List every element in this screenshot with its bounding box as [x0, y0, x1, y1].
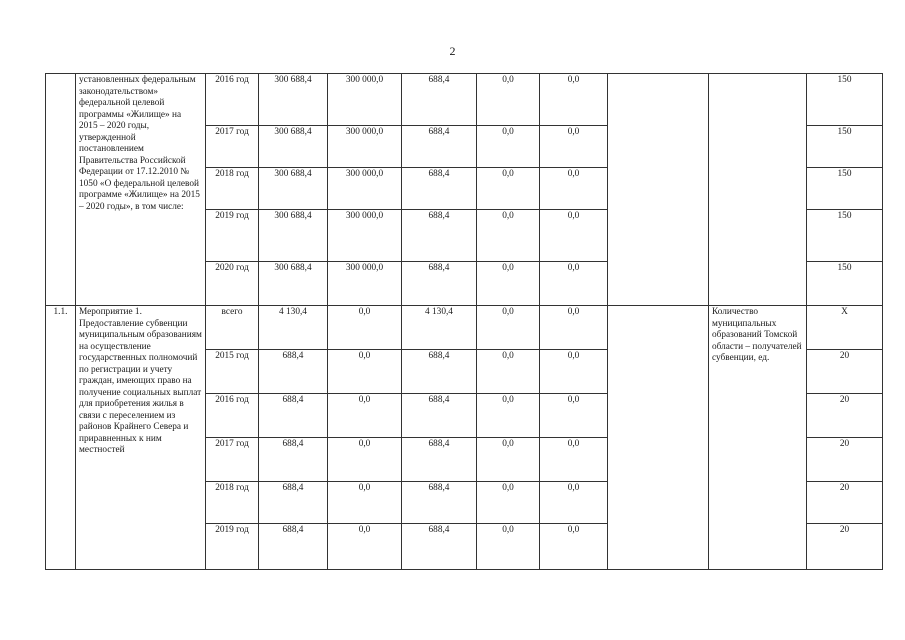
other-cell: 0,0	[540, 306, 608, 350]
executor-cell	[608, 74, 709, 306]
year-cell: 2016 год	[206, 394, 259, 438]
target-cell: 150	[807, 168, 883, 210]
target-cell: 20	[807, 394, 883, 438]
local-cell: 0,0	[477, 394, 540, 438]
total-cell: 300 688,4	[259, 168, 328, 210]
local-cell: 0,0	[477, 126, 540, 168]
regional-cell: 688,4	[402, 438, 477, 482]
other-cell: 0,0	[540, 168, 608, 210]
total-cell: 688,4	[259, 438, 328, 482]
other-cell: 0,0	[540, 74, 608, 126]
total-cell: 688,4	[259, 350, 328, 394]
page-number: 2	[449, 44, 456, 58]
local-cell: 0,0	[477, 482, 540, 524]
federal-cell: 0,0	[328, 350, 402, 394]
year-cell: 2016 год	[206, 74, 259, 126]
federal-cell: 0,0	[328, 438, 402, 482]
target-cell: 20	[807, 438, 883, 482]
other-cell: 0,0	[540, 394, 608, 438]
year-cell: 2018 год	[206, 168, 259, 210]
regional-cell: 688,4	[402, 394, 477, 438]
local-cell: 0,0	[477, 306, 540, 350]
federal-cell: 300 000,0	[328, 74, 402, 126]
indicator-cell	[709, 74, 807, 306]
local-cell: 0,0	[477, 438, 540, 482]
federal-cell: 300 000,0	[328, 210, 402, 262]
federal-cell: 300 000,0	[328, 262, 402, 306]
total-cell: 300 688,4	[259, 210, 328, 262]
local-cell: 0,0	[477, 168, 540, 210]
activity-description: установленных федеральным законодательством» федеральной целевой программы «Жилище» на 2015 – 2020 годы, утвержденной постановлением Правительства Российской Федерации от 17.12.2010 № 1050 «О федеральной целевой программе «Жилище» на 2015 – 2020 годы», в том числе:	[76, 74, 206, 306]
activity-description: Мероприятие 1. Предоставление субвенции муниципальным образованиям на осуществление государственных полномочий по регистрации и учету граждан, имеющих право на получение социальных выплат для приобретения жилья в связи с переселением из районов Крайнего Севера и приравненных к ним местностей	[76, 306, 206, 570]
target-cell: 150	[807, 74, 883, 126]
year-cell: 2015 год	[206, 350, 259, 394]
federal-cell: 0,0	[328, 524, 402, 570]
other-cell: 0,0	[540, 210, 608, 262]
year-cell: 2019 год	[206, 524, 259, 570]
local-cell: 0,0	[477, 74, 540, 126]
target-cell: Х	[807, 306, 883, 350]
row-number-cell: 1.1.	[46, 306, 76, 570]
target-cell: 150	[807, 262, 883, 306]
other-cell: 0,0	[540, 482, 608, 524]
total-cell: 688,4	[259, 394, 328, 438]
year-cell: 2020 год	[206, 262, 259, 306]
executor-cell	[608, 306, 709, 570]
federal-cell: 0,0	[328, 482, 402, 524]
year-cell: 2017 год	[206, 126, 259, 168]
other-cell: 0,0	[540, 438, 608, 482]
program-table	[45, 73, 883, 570]
other-cell: 0,0	[540, 262, 608, 306]
target-cell: 150	[807, 210, 883, 262]
year-cell: 2018 год	[206, 482, 259, 524]
total-cell: 688,4	[259, 482, 328, 524]
total-cell: 300 688,4	[259, 74, 328, 126]
other-cell: 0,0	[540, 524, 608, 570]
federal-cell: 300 000,0	[328, 126, 402, 168]
regional-cell: 688,4	[402, 210, 477, 262]
target-cell: 20	[807, 524, 883, 570]
target-cell: 20	[807, 482, 883, 524]
local-cell: 0,0	[477, 262, 540, 306]
local-cell: 0,0	[477, 524, 540, 570]
regional-cell: 688,4	[402, 350, 477, 394]
year-cell: 2019 год	[206, 210, 259, 262]
federal-cell: 0,0	[328, 394, 402, 438]
indicator-cell: Количество муниципальных образований Томской области – получателей субвенции, ед.	[709, 306, 807, 570]
total-cell: 300 688,4	[259, 262, 328, 306]
regional-cell: 688,4	[402, 126, 477, 168]
local-cell: 0,0	[477, 210, 540, 262]
regional-cell: 688,4	[402, 482, 477, 524]
local-cell: 0,0	[477, 350, 540, 394]
federal-cell: 0,0	[328, 306, 402, 350]
total-cell: 688,4	[259, 524, 328, 570]
regional-cell: 688,4	[402, 168, 477, 210]
regional-cell: 688,4	[402, 524, 477, 570]
other-cell: 0,0	[540, 126, 608, 168]
target-cell: 150	[807, 126, 883, 168]
year-cell: всего	[206, 306, 259, 350]
total-cell: 4 130,4	[259, 306, 328, 350]
other-cell: 0,0	[540, 350, 608, 394]
regional-cell: 688,4	[402, 262, 477, 306]
regional-cell: 4 130,4	[402, 306, 477, 350]
total-cell: 300 688,4	[259, 126, 328, 168]
federal-cell: 300 000,0	[328, 168, 402, 210]
row-number-cell	[46, 74, 76, 306]
regional-cell: 688,4	[402, 74, 477, 126]
year-cell: 2017 год	[206, 438, 259, 482]
target-cell: 20	[807, 350, 883, 394]
table-row	[46, 306, 883, 350]
table-row	[46, 74, 883, 126]
